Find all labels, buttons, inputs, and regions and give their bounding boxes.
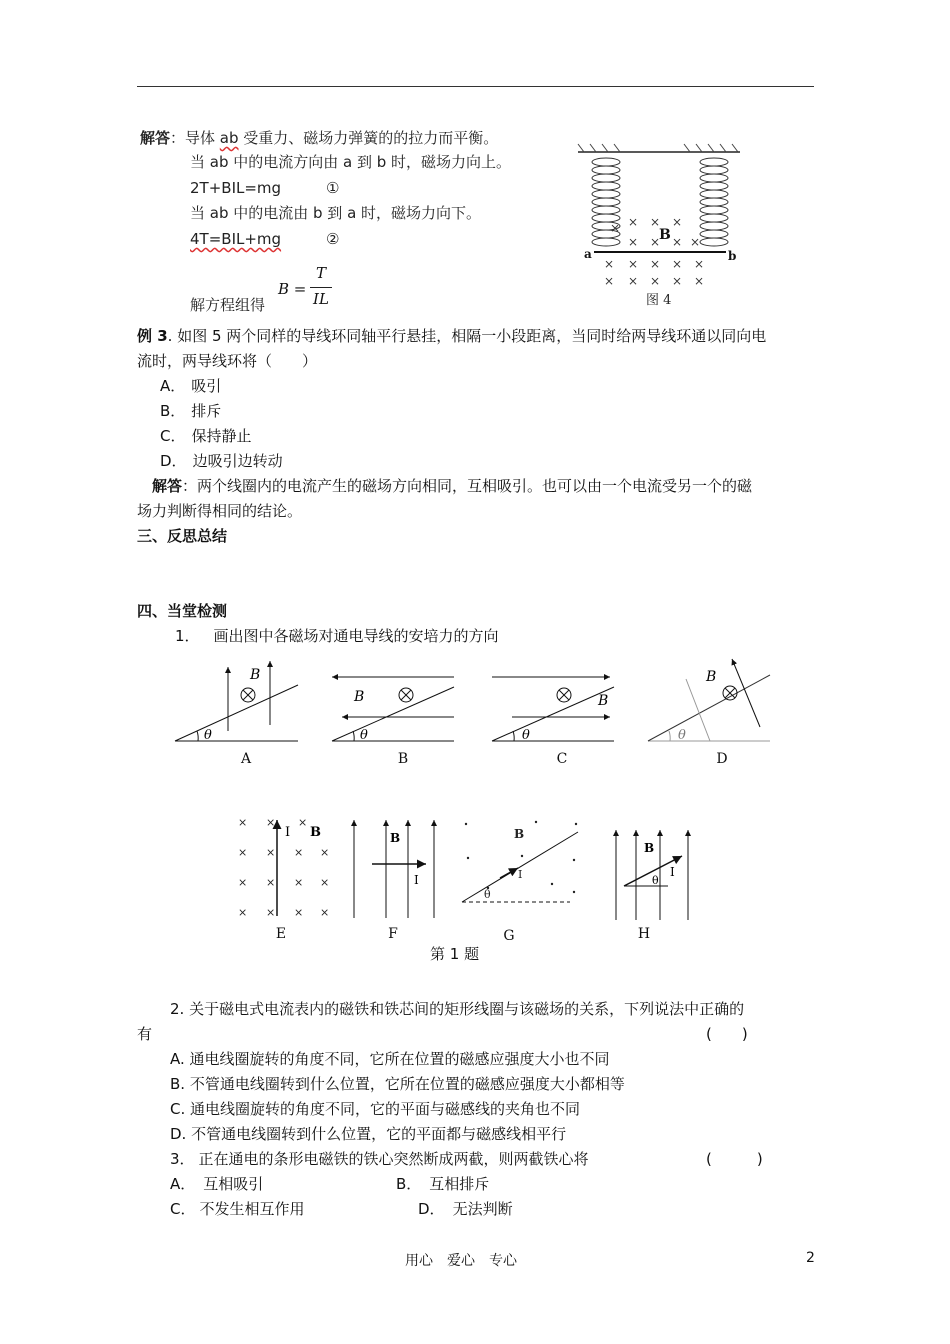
q1-figures-row1 — [170, 655, 790, 755]
q3-option-d: D． 无法判断 — [418, 1200, 513, 1218]
svg-text:×: × — [294, 876, 304, 889]
svg-text:×: × — [650, 274, 661, 288]
svg-text:×: × — [238, 906, 248, 919]
solution1-eq2-num: ② — [326, 230, 340, 248]
figure-4 — [574, 140, 744, 310]
example3-answer2: 场力判断得相同的结论。 — [137, 502, 303, 520]
svg-text:×: × — [320, 846, 330, 859]
solution1-line2: 当 ab 中的电流方向由 a 到 b 时，磁场力向上。 — [190, 153, 512, 171]
example3-option-a: A． 吸引 — [160, 377, 222, 395]
page-number: 2 — [806, 1250, 815, 1266]
q1-figure-g — [462, 821, 578, 902]
svg-text:×: × — [650, 235, 661, 249]
q1-label-f: F — [388, 926, 398, 942]
q1b-B: B — [354, 689, 365, 705]
fig4-b-label: b — [728, 249, 737, 263]
example3-text1: 例 3. 如图 5 两个同样的导线环同轴平行悬挂，相隔一小段距离，当同时给两导线环通以同向电 — [137, 327, 767, 345]
q1-label-c: C — [556, 751, 568, 767]
q1g-I: I — [518, 868, 523, 881]
q3-option-b: B． 互相排斥 — [396, 1175, 490, 1193]
q1-figure-d — [648, 659, 770, 743]
formula-denominator: IL — [313, 290, 329, 308]
q1h-I: I — [670, 865, 675, 879]
svg-text:×: × — [628, 257, 639, 271]
q2-option-b: B. 不管通电线圈转到什么位置，它所在位置的磁感应强度大小都相等 — [170, 1075, 625, 1093]
svg-text:×: × — [294, 846, 304, 859]
formula-lhs: B = — [278, 280, 307, 298]
q3-paren: ( ) — [706, 1150, 763, 1168]
example3-option-d: D． 边吸引边转动 — [160, 452, 283, 470]
svg-text:×: × — [628, 215, 639, 229]
svg-text:×: × — [266, 906, 276, 919]
q1c-B: B — [598, 693, 609, 709]
example3-answer1: 解答：两个线圈内的电流产生的磁场方向相同，互相吸引。也可以由一个电流受另一个的磁 — [152, 477, 753, 495]
q3-option-a: A． 互相吸引 — [170, 1175, 264, 1193]
svg-text:×: × — [672, 235, 683, 249]
q1e-B: B — [310, 825, 321, 840]
section4-heading: 四、当堂检测 — [137, 602, 228, 620]
q1-figure-c — [492, 677, 614, 743]
q1-label-a: A — [240, 751, 252, 767]
svg-text:×: × — [298, 816, 308, 829]
q2-paren: ( ) — [706, 1025, 748, 1043]
svg-text:×: × — [294, 906, 304, 919]
svg-text:×: × — [238, 816, 248, 829]
svg-text:×: × — [650, 257, 661, 271]
solution1-eq1-num: ① — [326, 179, 340, 197]
solution1-line3: 当 ab 中的电流由 b 到 a 时，磁场力向下。 — [190, 204, 482, 222]
solution1-line4: 解方程组得 — [190, 296, 266, 314]
svg-text:×: × — [320, 876, 330, 889]
q1-caption: 第 1 题 — [430, 945, 480, 963]
q1d-theta: θ — [678, 728, 686, 743]
q1-label-b: B — [397, 751, 409, 767]
section3-heading: 三、反思总结 — [137, 527, 228, 545]
q1-label-h: H — [637, 926, 651, 942]
svg-text:×: × — [266, 816, 276, 829]
q1b-theta: θ — [360, 728, 368, 743]
svg-text:×: × — [672, 215, 683, 229]
q1h-B: B — [644, 841, 655, 855]
q1g-theta: θ — [484, 888, 491, 901]
q1h-theta: θ — [652, 874, 659, 887]
fig4-B-label: B — [659, 227, 671, 243]
q2-option-d: D. 不管通电线圈转到什么位置，它的平面都与磁感线相平行 — [170, 1125, 567, 1143]
svg-text:×: × — [610, 221, 621, 235]
q1-figure-h — [616, 830, 688, 920]
svg-text:×: × — [672, 257, 683, 271]
q2-option-a: A. 通电线圈旋转的角度不同，它所在位置的磁感应强度大小也不同 — [170, 1050, 610, 1068]
q1d-B: B — [706, 669, 717, 685]
svg-text:×: × — [628, 235, 639, 249]
formula-fraction-bar — [310, 287, 332, 288]
q1f-I: I — [414, 873, 419, 887]
fig4-a-label: a — [584, 247, 592, 261]
svg-text:×: × — [238, 846, 248, 859]
q1-figure-b — [332, 677, 454, 743]
q1a-B: B — [250, 667, 261, 683]
q1e-I: I — [285, 825, 291, 840]
fig4-caption: 图 4 — [646, 293, 672, 308]
footer-motto: 用心 爱心 专心 — [405, 1253, 517, 1269]
example3-option-c: C． 保持静止 — [160, 427, 252, 445]
svg-text:×: × — [694, 274, 705, 288]
svg-text:×: × — [320, 906, 330, 919]
q1f-B: B — [390, 831, 401, 845]
q1a-theta: θ — [204, 728, 212, 743]
svg-text:×: × — [672, 274, 683, 288]
svg-text:×: × — [694, 257, 705, 271]
svg-text:×: × — [266, 876, 276, 889]
q1c-theta: θ — [522, 728, 530, 743]
q1-figure-a — [175, 661, 298, 743]
solution1-eq2: 4T=BIL+mg — [190, 230, 282, 248]
q1g-B: B — [514, 827, 525, 841]
svg-text:×: × — [604, 257, 615, 271]
q2-text2: 有 — [137, 1025, 153, 1043]
q1-label-g: G — [503, 928, 515, 944]
example3-text2: 流时，两导线环将（ ） — [137, 352, 318, 370]
q1-figure-f — [354, 820, 434, 918]
svg-text:×: × — [238, 876, 248, 889]
q1-label-d: D — [716, 751, 728, 767]
q1-label-e: E — [275, 926, 287, 942]
q2-option-c: C. 通电线圈旋转的角度不同，它的平面与磁感线的夹角也不同 — [170, 1100, 581, 1118]
example3-option-b: B． 排斥 — [160, 402, 222, 420]
solution1-label: 解答 — [140, 129, 171, 147]
q3-text: 3． 正在通电的条形电磁铁的铁心突然断成两截，则两截铁心将 — [170, 1150, 589, 1168]
svg-text:×: × — [628, 274, 639, 288]
svg-text:×: × — [650, 215, 661, 229]
formula-numerator: T — [315, 264, 326, 282]
solution1-line1: 解答：导体 ab 受重力、磁场力弹簧的的拉力而平衡。 — [140, 129, 499, 147]
solution1-eq1: 2T+BIL=mg — [190, 179, 282, 197]
header-rule — [137, 86, 814, 87]
svg-text:×: × — [266, 846, 276, 859]
svg-text:×: × — [604, 274, 615, 288]
svg-text:×: × — [690, 235, 701, 249]
q3-option-c: C． 不发生相互作用 — [170, 1200, 305, 1218]
q1-text: 1． 画出图中各磁场对通电导线的安培力的方向 — [175, 627, 499, 645]
q2-text1: 2. 关于磁电式电流表内的磁铁和铁芯间的矩形线圈与该磁场的关系，下列说法中正确的 — [170, 1000, 745, 1018]
q1-figures-row2 — [230, 812, 700, 924]
